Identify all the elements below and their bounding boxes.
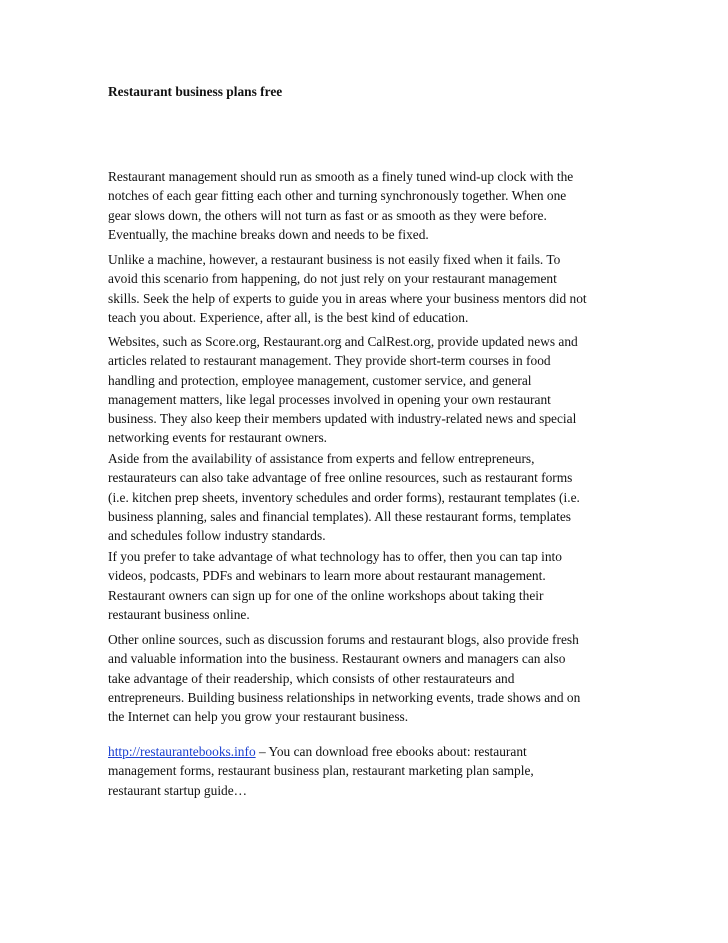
- paragraph-line: notches of each gear fitting each other and turning synchronously together. When one: [108, 188, 567, 204]
- paragraph-line: gear slows down, the others will not turn as fast or as smooth as they were before.: [108, 207, 547, 223]
- paragraph-3: [108, 332, 628, 448]
- paragraph-line: skills. Seek the help of experts to guide you in areas where your business mentors did not: [108, 290, 587, 306]
- paragraph-line: and valuable information into the business. Restaurant owners and managers can also: [108, 651, 566, 667]
- paragraph-line: handling and protection, employee management, customer service, and general: [108, 372, 532, 388]
- paragraph-line: management matters, like legal processes involved in opening your own restaurant: [108, 391, 551, 407]
- document-title: Restaurant business plans free: [108, 84, 283, 99]
- footer-line: restaurant startup guide…: [108, 782, 248, 798]
- footer-line-text: – You can download free ebooks about: restaurant: [255, 744, 527, 759]
- paragraph-line: Aside from the availability of assistance from experts and fellow entrepreneurs,: [108, 451, 535, 466]
- paragraph-line: Unlike a machine, however, a restaurant business is not easily fixed when it fails. To: [108, 252, 561, 267]
- paragraph-line: Websites, such as Score.org, Restaurant.org and CalRest.org, provide updated news and: [108, 334, 578, 349]
- paragraph-1: [108, 167, 628, 244]
- restaurantebooks-link[interactable]: http://restaurantebooks.info: [108, 744, 256, 759]
- paragraph-line: business. They also keep their members updated with industry-related news and special: [108, 411, 577, 427]
- paragraph-line: business planning, sales and financial templates). All these restaurant forms, templates: [108, 508, 571, 524]
- paragraph-line: Restaurant management should run as smooth as a finely tuned wind-up clock with the: [108, 169, 574, 184]
- paragraph-2: [108, 250, 628, 327]
- paragraph-line: avoid this scenario from happening, do not just rely on your restaurant management: [108, 271, 557, 287]
- paragraph-line: If you prefer to take advantage of what technology has to offer, then you can tap into: [108, 549, 562, 564]
- paragraph-line: Other online sources, such as discussion forums and restaurant blogs, also provide fresh: [108, 632, 579, 647]
- paragraph-4: [108, 449, 628, 545]
- paragraph-line: and schedules follow industry standards.: [108, 528, 326, 544]
- paragraph-line: Restaurant owners can sign up for one of the online workshops about taking their: [108, 587, 544, 603]
- footer-line: management forms, restaurant business plan, restaurant marketing plan sample,: [108, 763, 534, 779]
- paragraph-line: articles related to restaurant management. They provide short-term courses in food: [108, 353, 551, 369]
- paragraph-line: the Internet can help you grow your restaurant business.: [108, 709, 409, 725]
- paragraph-line: take advantage of their readership, which consists of other restaurateurs and: [108, 670, 515, 686]
- paragraph-line: Eventually, the machine breaks down and needs to be fixed.: [108, 226, 429, 242]
- footer-paragraph: [108, 742, 628, 800]
- paragraph-line: restaurateurs can also take advantage of free online resources, such as restaurant forms: [108, 470, 573, 486]
- paragraph-line: entrepreneurs. Building business relationships in networking events, trade shows and on: [108, 689, 581, 705]
- paragraph-line: videos, podcasts, PDFs and webinars to learn more about restaurant management.: [108, 568, 546, 584]
- paragraph-line: (i.e. kitchen prep sheets, inventory schedules and order forms), restaurant templates (i.e.: [108, 489, 580, 505]
- paragraph-line: teach you about. Experience, after all, is the best kind of education.: [108, 309, 469, 325]
- paragraph-line: restaurant business online.: [108, 606, 250, 622]
- paragraph-6: [108, 630, 628, 726]
- footer-line: [108, 742, 628, 761]
- paragraph-line: networking events for restaurant owners.: [108, 430, 328, 446]
- paragraph-5: [108, 547, 628, 624]
